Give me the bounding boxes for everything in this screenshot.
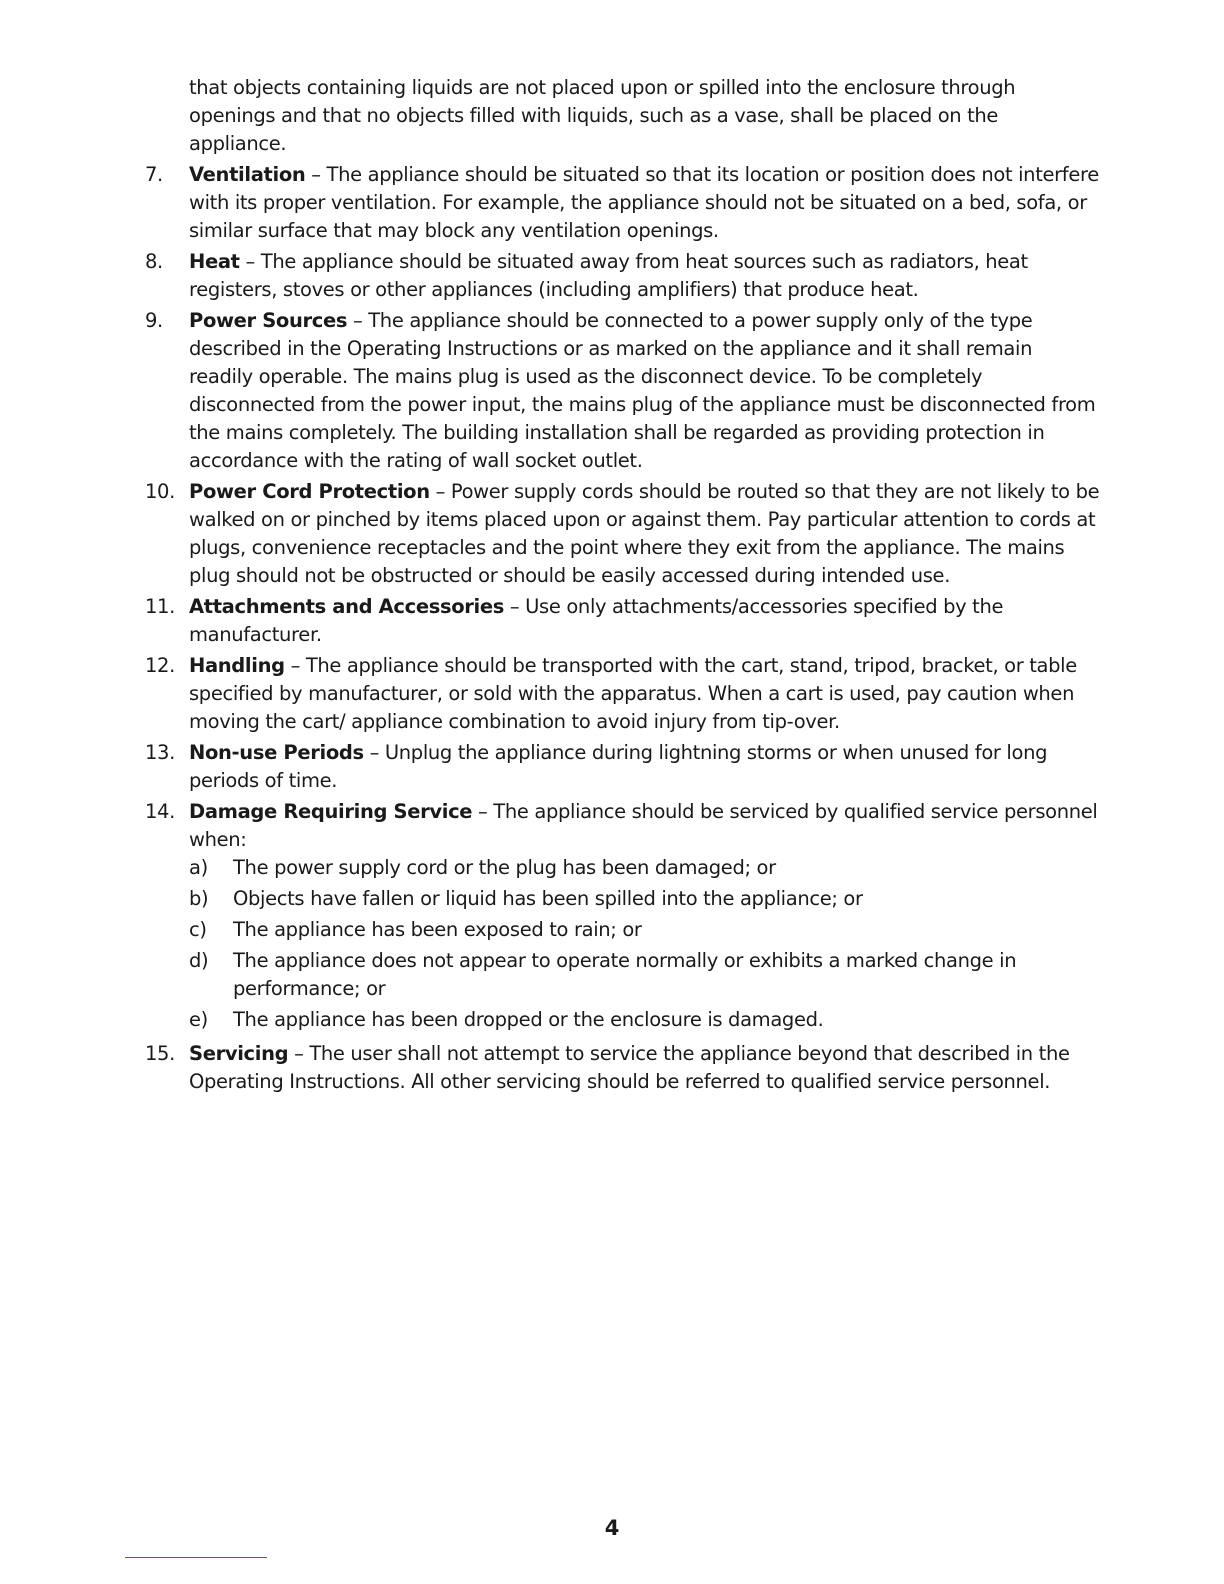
item-term: Servicing (189, 1042, 289, 1065)
item-separator: – (352, 309, 363, 332)
item-separator: – (290, 654, 300, 677)
item-separator: – (478, 800, 488, 823)
safety-instructions-list (145, 74, 1100, 1099)
page-number: 4 (604, 1516, 620, 1540)
item-term: Power Cord Protection (189, 480, 430, 503)
item-term: Ventilation (189, 163, 306, 186)
sub-item-label: b) (189, 887, 209, 910)
item-term: Power Sources (189, 309, 348, 332)
continued-paragraph: that objects containing liquids are not placed upon or spilled into the enclosure through openings and that no objects filled with liquids, such as a vase, shall be placed on the appliance. (189, 76, 1016, 155)
item-body (189, 739, 1100, 795)
item-body (189, 1040, 1100, 1096)
item-separator: – (311, 163, 321, 186)
item-number: 8. (145, 250, 163, 273)
item-separator: – (245, 250, 255, 273)
item-text: The appliance should be connected to a power supply only of the type described in the Operating Instructions or as marked on the appliance and it shall remain readily operable. The mains plug is used as the disconnect device. To be completely disconnected from the power input, the mains plug of the appliance must be disconnected from the mains completely. The building installation shall be regarded as providing protection in accordance with the rating of wall socket outlet. (189, 309, 1096, 472)
item-number: 11. (145, 595, 175, 618)
list-item (145, 161, 1100, 245)
item-text: The appliance should be serviced by qualified service personnel when: (189, 800, 1098, 851)
sub-list-item (189, 916, 1100, 944)
item-text: The appliance should be situated so that its location or position does not interfere with its proper ventilation. For example, the appliance should not be situated on a bed, sofa, or similar surface that may block any ventilation openings. (189, 163, 1099, 242)
sub-item-text: The power supply cord or the plug has been damaged; or (233, 856, 776, 879)
item-text: The appliance should be transported with the cart, stand, tripod, bracket, or table specified by manufacturer, or sold with the apparatus. When a cart is used, pay caution when moving the cart/ appliance combination to avoid injury from tip-over. (189, 654, 1077, 733)
item-number: 14. (145, 800, 175, 823)
item-text: The appliance should be situated away from heat sources such as radiators, heat registers, stoves or other appliances (including amplifiers) that produce heat. (189, 250, 1028, 301)
sub-list (189, 854, 1100, 1034)
sub-list-item (189, 1006, 1100, 1034)
item-text: Power supply cords should be routed so that they are not likely to be walked on or pinched by items placed upon or against them. Pay particular attention to cords at plugs, convenience receptacles and the point where they exit from the appliance. The mains plug should not be obstructed or should be easily accessed during intended use. (189, 480, 1100, 587)
item-separator: – (509, 595, 520, 618)
list-item (145, 798, 1100, 1037)
sub-item-text: The appliance does not appear to operate normally or exhibits a marked change in performance; or (233, 949, 1017, 1000)
sub-list-item (189, 885, 1100, 913)
item-term: Non-use Periods (189, 741, 364, 764)
item-text: Unplug the appliance during lightning storms or when unused for long periods of time. (189, 741, 1048, 792)
item-number: 10. (145, 480, 175, 503)
sub-list-item (189, 854, 1100, 882)
item-term: Attachments and Accessories (189, 595, 504, 618)
sub-item-label: c) (189, 918, 207, 941)
list-item (145, 307, 1100, 475)
list-item (145, 478, 1100, 590)
item-separator: – (435, 480, 446, 503)
item-body (189, 652, 1100, 736)
sub-item-text: The appliance has been dropped or the enclosure is damaged. (233, 1008, 824, 1031)
item-text: Use only attachments/accessories specified by the manufacturer. (189, 595, 1004, 646)
item-number: 9. (145, 309, 163, 332)
item-body (189, 248, 1100, 304)
sub-item-label: a) (189, 856, 208, 879)
item-term: Damage Requiring Service (189, 800, 473, 823)
item-separator: – (369, 741, 379, 764)
item-number: 13. (145, 741, 175, 764)
item-body (189, 161, 1100, 245)
list-item (145, 1040, 1100, 1096)
sub-item-label: d) (189, 949, 209, 972)
item-number: 15. (145, 1042, 175, 1065)
list-item (145, 593, 1100, 649)
item-number: 7. (145, 163, 163, 186)
sub-list-item (189, 947, 1100, 1003)
item-body (189, 593, 1100, 649)
item-term: Heat (189, 250, 240, 273)
item-body (189, 307, 1100, 475)
item-body (189, 478, 1100, 590)
item-number: 12. (145, 654, 175, 677)
list-item (145, 248, 1100, 304)
item-separator: – (294, 1042, 304, 1065)
list-item (145, 739, 1100, 795)
item-body (189, 798, 1100, 1037)
list-item (145, 652, 1100, 736)
footer-divider (125, 1557, 267, 1558)
sub-item-label: e) (189, 1008, 208, 1031)
item-text: The user shall not attempt to service the appliance beyond that described in the Operating Instructions. All other servicing should be referred to qualified service personnel. (189, 1042, 1070, 1093)
item-term: Handling (189, 654, 285, 677)
sub-item-text: Objects have fallen or liquid has been spilled into the appliance; or (233, 887, 863, 910)
sub-item-text: The appliance has been exposed to rain; or (233, 918, 642, 941)
